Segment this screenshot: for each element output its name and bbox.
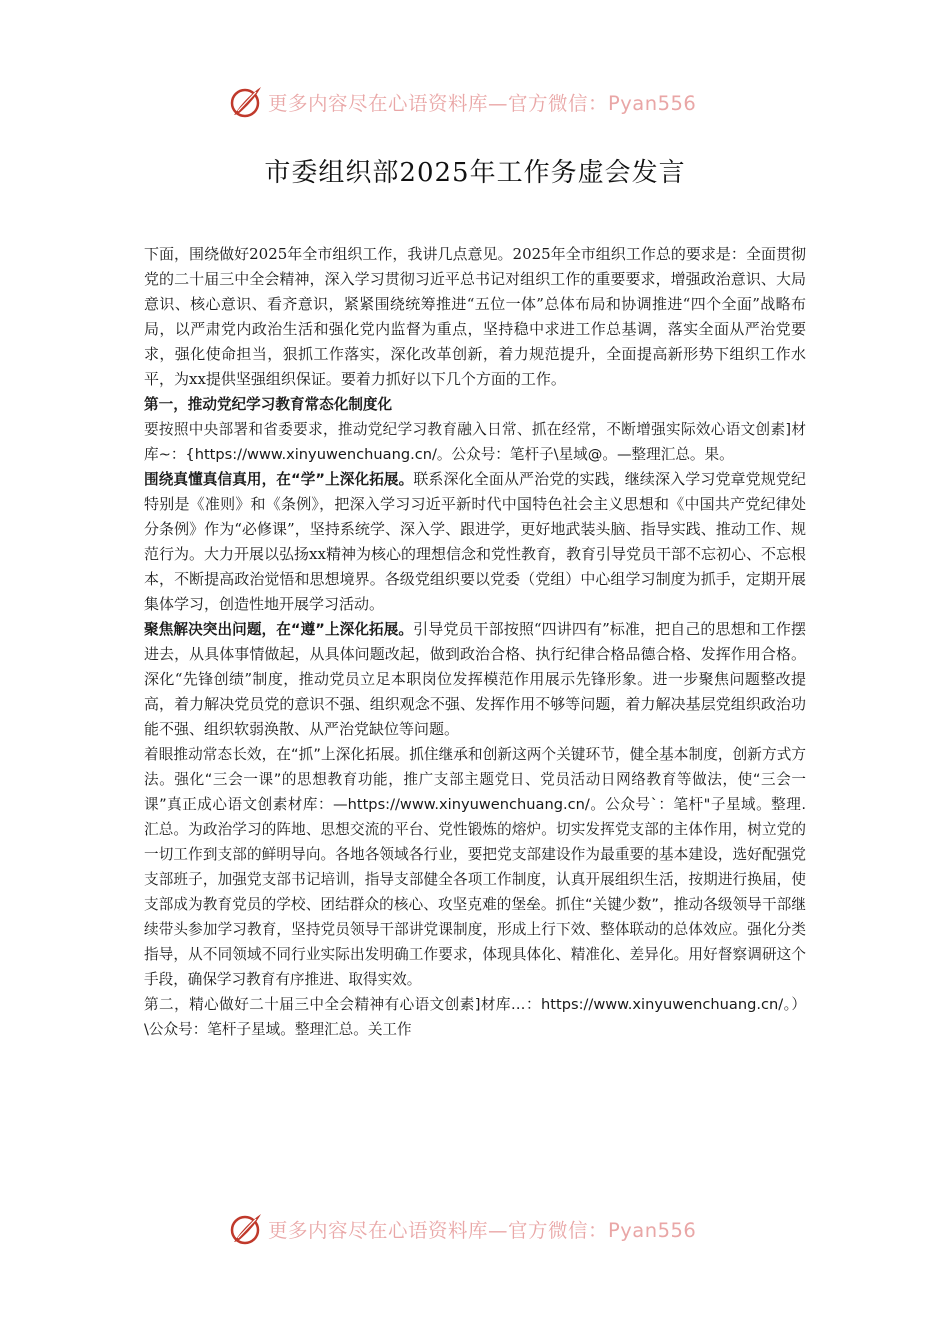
- banner-text: 更多内容尽在心语资料库—官方微信：Pyan556: [268, 92, 697, 115]
- study-paragraph: [144, 467, 806, 617]
- section-paragraph: 要按照中央部署和省委要求，推动党纪学习教育融入日常、抓在经常，不断增强实际效心语文创素]材库~：{https://www.xinyuwenchuang.cn/。公众号：笔杆子\星域@。—整理汇总。果。: [144, 421, 806, 463]
- paragraph-body: 引导党员干部按照“四讲四有”标准，把自己的思想和工作摆进去，从具体事情做起，从具体问题改起，做到政治合格、执行纪律合格品德合格、发挥作用合格。深化“先锋创绩”制度，推动党员立足本职岗位发挥模范作用展示先锋形象。进一步聚焦问题整改提高，着力解决党员党的意识不强、组织观念不强、发挥作用不够等问题，着力解决基层党组织政治功能不强、组织软弱涣散、从严治党缺位等问题。: [144, 620, 807, 738]
- section-heading: 第一，推动党纪学习教育常态化制度化: [144, 396, 393, 413]
- paragraph-body: 联系深化全面从严治党的实践，继续深入学习党章党规党纪特别是《准则》和《条例》，把深入学习习近平新时代中国特色社会主义思想和《中国共产党纪律处分条例》作为“必修课”，坚持系统学、深入学、跟进学，更好地武装头脑、指导实践、推动工作、规范行为。大力开展以弘扬xx精神为核心的理想信念和党性教育，教育引导党员干部不忘初心、不忘根本，不断提高政治觉悟和思想境界。各级党组织要以党委（党组）中心组学习制度为抓手，定期开展集体学习，创造性地开展学习活动。: [144, 470, 806, 613]
- banner-text: 更多内容尽在心语资料库—官方微信：Pyan556: [268, 1219, 697, 1242]
- quill-logo-icon: [228, 1211, 264, 1247]
- intro-paragraph: 下面，围绕做好2025年全市组织工作，我讲几点意见。2025年全市组织工作总的要求是：全面贯彻党的二十届三中全会精神，深入学习贯彻习近平总书记对组织工作的重要要求，增强政治意识、大局意识、核心意识、看齐意识，紧紧围绕统筹推进“五位一体”总体布局和协调推进“四个全面”战略布局，以严肃党内政治生活和强化党内监督为重点，坚持稳中求进工作总基调，落实全面从严治党要求，强化使命担当，狠抓工作落实，深化改革创新，着力规范提升，全面提高新形势下组织工作水平，为xx提供坚强组织保证。要着力抓好以下几个方面的工作。: [144, 245, 806, 388]
- header-banner: [228, 82, 728, 122]
- document-body: [144, 242, 806, 1042]
- paragraph-lead: 围绕真懂真信真用，在“学”上深化拓展。: [144, 471, 414, 488]
- quill-logo-icon: [228, 84, 264, 120]
- comply-paragraph: [144, 617, 806, 742]
- page-title: 市委组织部2025年工作务虚会发言: [264, 158, 686, 188]
- section-two-paragraph: 第二，精心做好二十届三中全会精神有心语文创素]材库…：https://www.xinyuwenchuang.cn/。）\公众号：笔杆子星域。整理汇总。关工作: [144, 996, 806, 1038]
- footer-banner: [228, 1209, 728, 1249]
- paragraph-lead: 聚焦解决突出问题，在“遵”上深化拓展。: [144, 621, 414, 638]
- implement-paragraph: 着眼推动常态长效，在“抓”上深化拓展。抓住继承和创新这两个关键环节，健全基本制度，创新方式方法。强化“三会一课”的思想教育功能，推广支部主题党日、党员活动日网络教育等做法，使“三会一课”真正成心语文创素材库：—https://www.xinyuwenchuang.cn/。公众号`：笔杆"子星域。整理.汇总。为政治学习的阵地、思想交流的平台、党性锻炼的熔炉。切实发挥党支部的主体作用，树立党的一切工作到支部的鲜明导向。各地各领域各行业，要把党支部建设作为最重要的基本建设，选好配强党支部班子，加强党支部书记培训，指导支部健全各项工作制度，认真开展组织生活，按期进行换届，使支部成为教育党员的学校、团结群众的核心、攻坚克难的堡垒。抓住“关键少数”，推动各级领导干部继续带头参加学习教育，坚持党员领导干部讲党课制度，形成上行下效、整体联动的总体效应。强化分类指导，从不同领域不同行业实际出发明确工作要求，体现具体化、精准化、差异化。用好督察调研这个手段，确保学习教育有序推进、取得实效。: [144, 746, 806, 988]
